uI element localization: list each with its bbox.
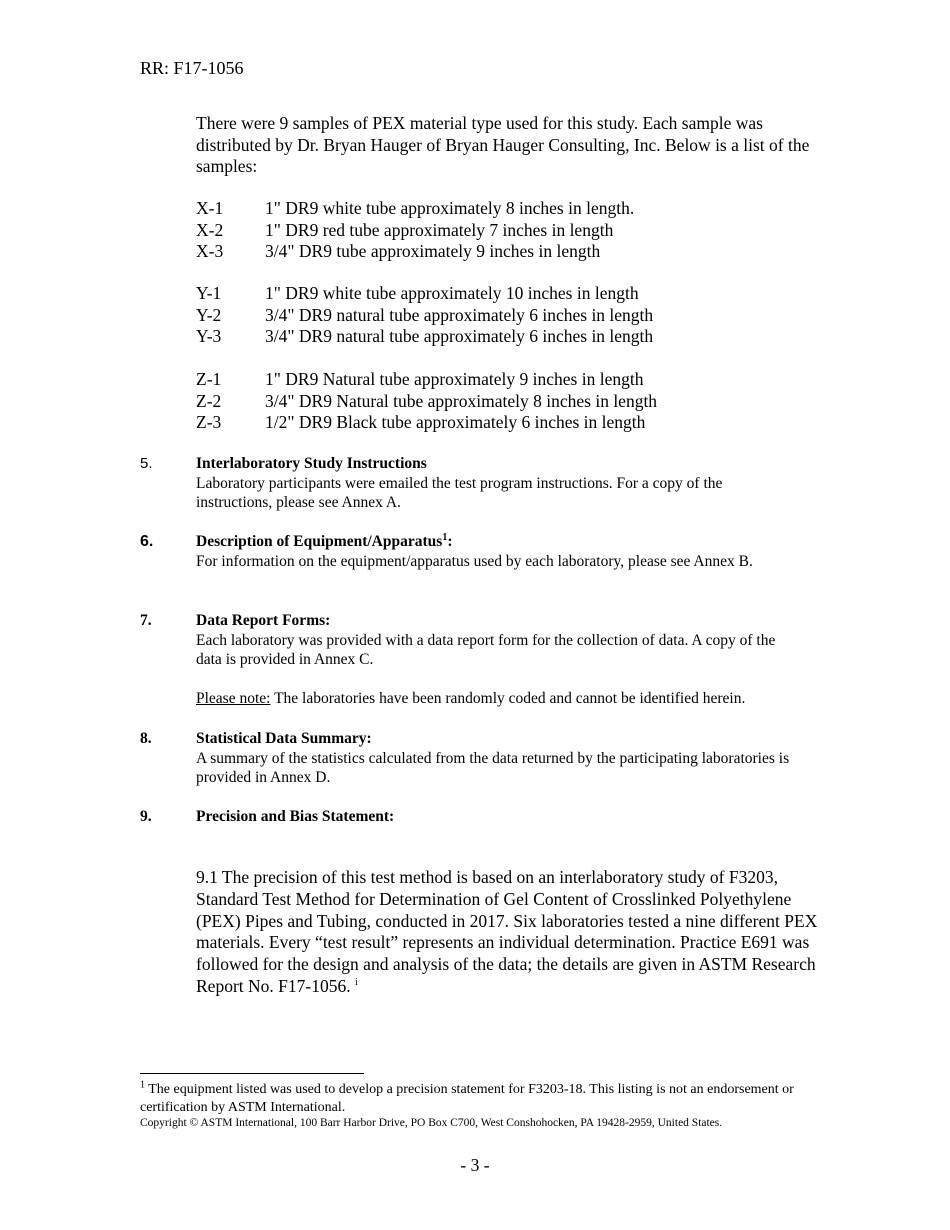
endnote-ref: i — [354, 977, 358, 989]
sample-desc: 1" DR9 white tube approximately 8 inches in length. — [265, 198, 635, 218]
precision-paragraph — [196, 867, 818, 998]
sample-code: Z-3 — [196, 412, 222, 432]
section-6 — [140, 532, 820, 571]
section-5 — [140, 454, 820, 513]
sample-desc: 1" DR9 red tube approximately 7 inches in length — [265, 219, 614, 240]
sample-group-y — [196, 283, 816, 348]
sample-row — [196, 326, 816, 348]
section-title: Precision and Bias Statement: — [196, 808, 395, 825]
footnote-mark: 1 — [140, 1079, 145, 1091]
sample-group-z — [196, 369, 816, 434]
section-number: 9. — [140, 808, 152, 825]
section-body: Each laboratory was provided with a data report form for the collection of data. A copy of the data is provided in Annex C. — [196, 631, 776, 668]
report-id-header: RR: F17-1056 — [140, 58, 244, 78]
sample-row — [196, 283, 816, 305]
footnote-text: The equipment listed was used to develop a precision statement for F3203-18. This listing is not an endorsement or certification by ASTM International. — [140, 1082, 794, 1115]
sample-desc: 3/4" DR9 natural tube approximately 6 inches in length — [265, 304, 654, 325]
section-number: 8. — [140, 730, 152, 747]
sample-code: X-2 — [196, 219, 224, 240]
sample-code: Z-2 — [196, 390, 222, 411]
sample-desc: 3/4" DR9 tube approximately 9 inches in length — [265, 241, 601, 261]
section-9 — [140, 807, 820, 827]
section-number: 6. — [140, 533, 154, 550]
section-number: 7. — [140, 612, 152, 629]
note-label: Please note: — [196, 689, 271, 707]
section-body: Laboratory participants were emailed the test program instructions. For a copy of the instructions, please see Annex A. — [196, 474, 723, 511]
section-body: For information on the equipment/apparatus used by each laboratory, please see Annex B. — [196, 552, 753, 570]
sample-row — [196, 391, 816, 413]
footnote-divider — [140, 1073, 364, 1074]
note-paragraph — [196, 689, 796, 709]
copyright-notice: Copyright © ASTM International, 100 Barr Harbor Drive, PO Box C700, West Conshohocken, PA 19428-2959, United States. — [140, 1117, 723, 1129]
precision-text: 9.1 The precision of this test method is based on an interlaboratory study of F3203, Standard Test Method for Determination of Gel Content of Crosslinked Polyethylene (PEX) Pipes and Tubing, conducted in 2017. Six laboratories tested a nine different PEX materials. Every “test result” represents an individual determination. Practice E691 was followed for the design and analysis of the data; the details are given in ASTM Research Report No. F17-1056. — [196, 867, 818, 996]
sample-row — [196, 305, 816, 327]
sample-group-x — [196, 198, 816, 263]
section-8 — [140, 729, 820, 788]
sample-code: X-3 — [196, 241, 224, 261]
sample-code: Y-3 — [196, 326, 222, 346]
section-title — [196, 532, 452, 552]
sample-desc: 3/4" DR9 Natural tube approximately 8 inches in length — [265, 390, 658, 411]
sample-code: Z-1 — [196, 369, 222, 389]
note-text: The laboratories have been randomly coded and cannot be identified herein. — [270, 689, 746, 707]
section-title: Data Report Forms: — [196, 612, 331, 629]
footnote — [140, 1081, 800, 1117]
sample-desc: 1/2" DR9 Black tube approximately 6 inches in length — [265, 412, 646, 432]
sample-row — [196, 241, 816, 263]
section-title: Interlaboratory Study Instructions — [196, 455, 427, 472]
sample-code: X-1 — [196, 198, 224, 218]
footnote-ref: 1 — [442, 531, 448, 543]
sample-row — [196, 198, 816, 220]
intro-paragraph: There were 9 samples of PEX material type used for this study. Each sample was distributed by Dr. Bryan Hauger of Bryan Hauger Consulting, Inc. Below is a list of the samples: — [196, 113, 810, 176]
sample-desc: 1" DR9 Natural tube approximately 9 inches in length — [265, 369, 644, 389]
section-7 — [140, 611, 820, 708]
sample-code: Y-2 — [196, 304, 222, 325]
section-number: 5. — [140, 455, 153, 472]
section-title: Statistical Data Summary: — [196, 730, 372, 747]
sample-desc: 3/4" DR9 natural tube approximately 6 inches in length — [265, 326, 654, 346]
sample-desc: 1" DR9 white tube approximately 10 inches in length — [265, 283, 639, 303]
sample-row — [196, 220, 816, 242]
sample-row — [196, 369, 816, 391]
section-body: A summary of the statistics calculated from the data returned by the participating laboratories is provided in Annex D. — [196, 749, 790, 786]
page-number: - 3 - — [460, 1155, 490, 1175]
section-title-colon: : — [447, 533, 453, 550]
sample-row — [196, 412, 816, 434]
section-title-text: Description of Equipment/Apparatus — [196, 533, 443, 550]
sample-code: Y-1 — [196, 283, 222, 303]
